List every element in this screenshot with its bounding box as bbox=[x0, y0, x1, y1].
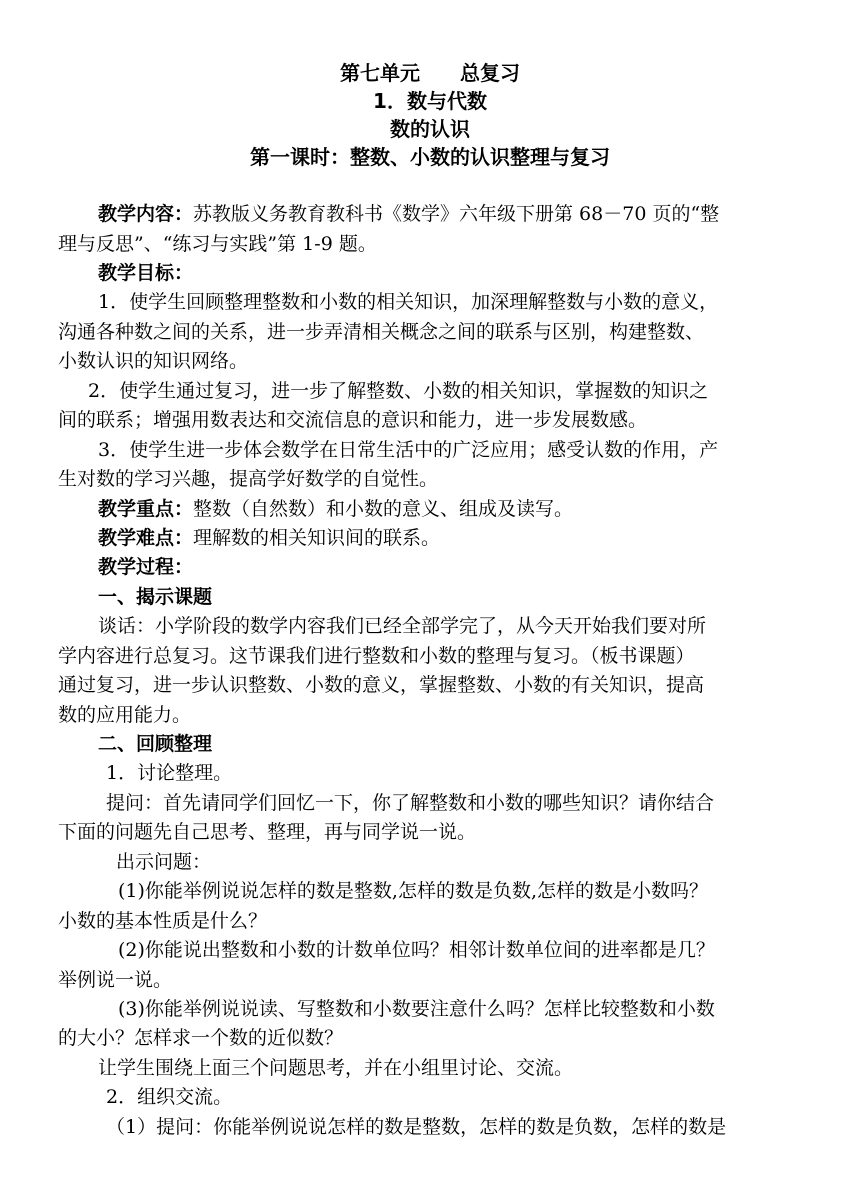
difficulty-text: 理解数的相关知识间的联系。 bbox=[193, 527, 441, 549]
process-label: 教学过程： bbox=[98, 556, 194, 578]
ask-line-1: 提问：首先请同学们回忆一下，你了解整数和小数的哪些知识？请你结合 bbox=[106, 792, 715, 814]
question-1-line-1: (1)你能举例说说怎样的数是整数,怎样的数是负数,怎样的数是小数吗？ bbox=[118, 880, 708, 902]
show-questions: 出示问题： bbox=[116, 851, 212, 873]
content-line-2: 理与反思”、“练习与实践”第 1-9 题。 bbox=[58, 233, 377, 255]
question-1-line-2: 小数的基本性质是什么？ bbox=[58, 910, 268, 932]
unit-title: 第七单元 总复习 bbox=[340, 61, 520, 85]
lesson-title: 第一课时：整数、小数的认识整理与复习 bbox=[250, 145, 610, 169]
key-points-line bbox=[98, 495, 573, 523]
topic-title: 数的认识 bbox=[390, 117, 470, 141]
difficulty-label: 教学难点： bbox=[98, 527, 194, 549]
section-2-heading: 二、回顾整理 bbox=[98, 733, 213, 755]
section-1-line-2: 学内容进行总复习。这节课我们进行整数和小数的整理与复习。（板书课题） bbox=[58, 645, 695, 667]
goal-3-line-2: 生对数的学习兴趣，提高学好数学的自觉性。 bbox=[58, 468, 439, 490]
key-points-text: 整数（自然数）和小数的意义、组成及读写。 bbox=[193, 498, 574, 520]
think-line: 让学生围绕上面三个问题思考，并在小组里讨论、交流。 bbox=[98, 1057, 574, 1079]
goal-2-line-2: 间的联系；增强用数表达和交流信息的意识和能力，进一步发展数感。 bbox=[58, 409, 648, 431]
question-2-line-1: (2)你能说出整数和小数的计数单位吗？相邻计数单位间的进率都是几？ bbox=[118, 939, 715, 961]
goal-1-line-3: 小数认识的知识网络。 bbox=[58, 350, 249, 372]
ask-line-2: 下面的问题先自己思考、整理，再与同学说一说。 bbox=[58, 821, 477, 843]
goal-2-line-1: 2．使学生通过复习，进一步了解整数、小数的相关知识，掌握数的知识之 bbox=[88, 380, 709, 402]
ask-2-line: （1）提问：你能举例说说怎样的数是整数，怎样的数是负数，怎样的数是 bbox=[106, 1116, 727, 1138]
section-1-line-3: 通过复习，进一步认识整数、小数的意义，掌握整数、小数的有关知识，提高 bbox=[58, 674, 705, 696]
content-label: 教学内容： bbox=[98, 203, 194, 225]
goal-1-line-1: 1．使学生回顾整理整数和小数的相关知识，加深理解整数与小数的意义， bbox=[98, 291, 719, 313]
section-1-line-4: 数的应用能力。 bbox=[58, 704, 192, 726]
content-text-1: 苏教版义务教育教科书《数学》六年级下册第 68－70 页的“整 bbox=[193, 203, 720, 225]
question-3-line-1: (3)你能举例说说读、写整数和小数要注意什么吗？怎样比较整数和小数 bbox=[118, 998, 715, 1020]
section-1-heading: 一、揭示课题 bbox=[98, 586, 213, 608]
difficulty-line bbox=[98, 524, 440, 552]
step-2: 2．组织交流。 bbox=[106, 1086, 233, 1108]
goal-3-line-1: 3．使学生进一步体会数学在日常生活中的广泛应用；感受认数的作用，产 bbox=[98, 439, 719, 461]
goal-1-line-2: 沟通各种数之间的关系，进一步弄清相关概念之间的联系与区别，构建整数、 bbox=[58, 321, 705, 343]
step-1: 1．讨论整理。 bbox=[106, 762, 233, 784]
section-title: 1．数与代数 bbox=[373, 89, 487, 113]
content-line-1 bbox=[98, 200, 719, 228]
section-1-line-1: 谈话：小学阶段的数学内容我们已经全部学完了，从今天开始我们要对所 bbox=[98, 615, 707, 637]
goals-label: 教学目标： bbox=[98, 262, 194, 284]
question-2-line-2: 举例说一说。 bbox=[58, 969, 173, 991]
key-points-label: 教学重点： bbox=[98, 498, 194, 520]
question-3-line-2: 的大小？怎样求一个数的近似数？ bbox=[58, 1027, 344, 1049]
